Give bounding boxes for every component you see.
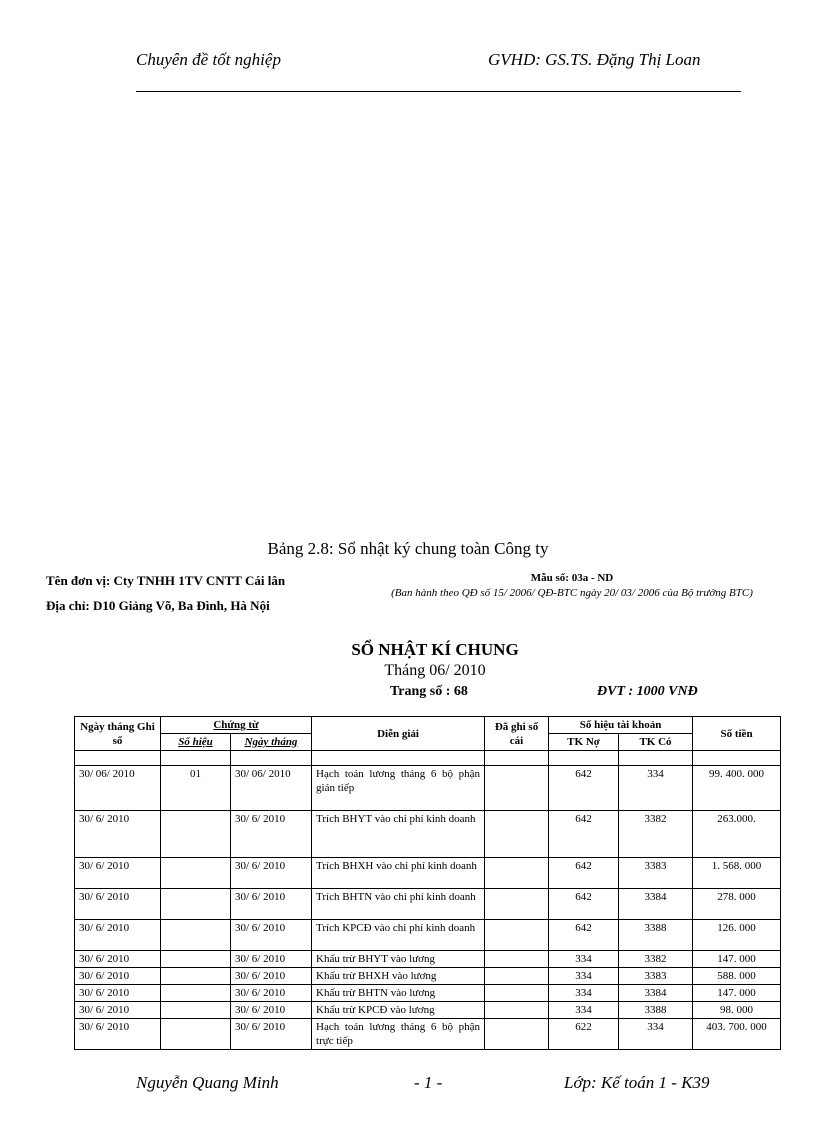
cell-record-date: 30/ 6/ 2010 [75,968,161,985]
cell-posted-ledger [485,985,549,1002]
journal-table [74,716,781,1050]
cell-amount: 147. 000 [693,985,781,1002]
cell-description: Khấu trừ BHXH vào lương [312,968,485,985]
cell-voucher-date: 30/ 6/ 2010 [231,811,312,858]
cell-posted-ledger [485,1002,549,1019]
journal-page-number: Trang số : 68 [390,684,468,699]
cell-record-date: 30/ 6/ 2010 [75,1002,161,1019]
footer-class: Lớp: Kế toán 1 - K39 [564,1073,710,1092]
cell-credit-account: 3388 [619,920,693,951]
cell-amount: 1. 568. 000 [693,858,781,889]
table-spacer-row [75,751,781,766]
cell-description: Khấu trừ BHTN vào lương [312,985,485,1002]
cell-description: Trích KPCĐ vào chi phí kinh doanh [312,920,485,951]
cell-voucher-number [161,985,231,1002]
header-left-text: Chuyên đề tốt nghiệp [136,50,281,69]
form-note: (Ban hành theo QĐ số 15/ 2006/ QĐ-BTC ngày 20/ 03/ 2006 của Bộ trưởng BTC) [391,587,753,599]
table-row [75,766,781,811]
cell-voucher-number [161,1002,231,1019]
cell-debit-account: 622 [549,1019,619,1050]
cell-voucher-number [161,1019,231,1050]
table-row [75,1019,781,1050]
header-voucher-date: Ngày tháng [231,734,312,751]
header-description: Diễn giải [312,717,485,751]
cell-amount: 403. 700. 000 [693,1019,781,1050]
cell-voucher-number [161,920,231,951]
cell-credit-account: 334 [619,1019,693,1050]
cell-debit-account: 642 [549,811,619,858]
header-amount: Số tiền [693,717,781,751]
cell-record-date: 30/ 6/ 2010 [75,858,161,889]
cell-debit-account: 334 [549,985,619,1002]
table-row [75,968,781,985]
header-posted-ledger: Đã ghi sổ cái [485,717,549,751]
cell-description: Khấu trừ BHYT vào lương [312,951,485,968]
cell-debit-account: 642 [549,889,619,920]
footer-page-number: - 1 - [414,1073,443,1092]
table-caption: Bảng 2.8: Sổ nhật ký chung toàn Công ty [267,539,549,558]
cell-record-date: 30/ 06/ 2010 [75,766,161,811]
table-row [75,811,781,858]
cell-voucher-number [161,811,231,858]
cell-posted-ledger [485,766,549,811]
cell-amount: 147. 000 [693,951,781,968]
cell-voucher-date: 30/ 6/ 2010 [231,1019,312,1050]
cell-voucher-number [161,951,231,968]
header-credit-account: TK Có [619,734,693,751]
cell-voucher-date: 30/ 6/ 2010 [231,1002,312,1019]
unit-name: Tên đơn vị: Cty TNHH 1TV CNTT Cái lân [46,573,286,588]
cell-voucher-date: 30/ 6/ 2010 [231,951,312,968]
header-debit-account: TK Nợ [549,734,619,751]
cell-voucher-date: 30/ 06/ 2010 [231,766,312,811]
header-account-number: Số hiệu tài khoản [549,717,693,734]
cell-amount: 126. 000 [693,920,781,951]
cell-credit-account: 3383 [619,968,693,985]
cell-credit-account: 3388 [619,1002,693,1019]
cell-debit-account: 642 [549,920,619,951]
journal-title: SỔ NHẬT KÍ CHUNG [351,640,519,659]
cell-credit-account: 3384 [619,985,693,1002]
cell-posted-ledger [485,920,549,951]
cell-debit-account: 642 [549,858,619,889]
cell-posted-ledger [485,968,549,985]
cell-description: Hạch toán lương tháng 6 bộ phận trực tiếp [312,1019,485,1050]
cell-posted-ledger [485,858,549,889]
header-voucher: Chứng từ [161,717,312,734]
cell-description: Trích BHYT vào chi phí kinh doanh [312,811,485,858]
cell-voucher-date: 30/ 6/ 2010 [231,985,312,1002]
cell-credit-account: 3384 [619,889,693,920]
cell-record-date: 30/ 6/ 2010 [75,811,161,858]
cell-record-date: 30/ 6/ 2010 [75,951,161,968]
header-voucher-number: Số hiệu [161,734,231,751]
cell-voucher-date: 30/ 6/ 2010 [231,920,312,951]
cell-amount: 588. 000 [693,968,781,985]
cell-voucher-number [161,858,231,889]
cell-voucher-number [161,968,231,985]
cell-voucher-date: 30/ 6/ 2010 [231,858,312,889]
cell-posted-ledger [485,1019,549,1050]
cell-credit-account: 334 [619,766,693,811]
cell-record-date: 30/ 6/ 2010 [75,985,161,1002]
cell-credit-account: 3382 [619,951,693,968]
journal-currency-unit: ĐVT : 1000 VNĐ [597,684,698,699]
cell-credit-account: 3383 [619,858,693,889]
cell-posted-ledger [485,811,549,858]
cell-description: Trích BHTN vào chi phí kinh doanh [312,889,485,920]
cell-amount: 263.000. [693,811,781,858]
cell-record-date: 30/ 6/ 2010 [75,920,161,951]
table-row [75,889,781,920]
cell-debit-account: 334 [549,1002,619,1019]
table-row [75,920,781,951]
cell-amount: 99. 400. 000 [693,766,781,811]
cell-debit-account: 642 [549,766,619,811]
cell-description: Hạch toán lương tháng 6 bộ phận gián tiếp [312,766,485,811]
header-right-text: GVHD: GS.TS. Đặng Thị Loan [488,50,701,69]
cell-description: Trích BHXH vào chi phí kinh doanh [312,858,485,889]
cell-record-date: 30/ 6/ 2010 [75,889,161,920]
cell-posted-ledger [485,889,549,920]
header-divider [136,91,741,92]
cell-amount: 278. 000 [693,889,781,920]
table-row [75,1002,781,1019]
cell-posted-ledger [485,951,549,968]
cell-amount: 98. 000 [693,1002,781,1019]
table-row [75,951,781,968]
cell-voucher-number: 01 [161,766,231,811]
footer-author: Nguyễn Quang Minh [136,1073,279,1092]
cell-debit-account: 334 [549,968,619,985]
cell-voucher-number [161,889,231,920]
cell-description: Khấu trừ KPCĐ vào lương [312,1002,485,1019]
journal-month: Tháng 06/ 2010 [384,662,486,679]
cell-voucher-date: 30/ 6/ 2010 [231,968,312,985]
header-record-date: Ngày tháng Ghi sổ [75,717,161,751]
cell-record-date: 30/ 6/ 2010 [75,1019,161,1050]
cell-debit-account: 334 [549,951,619,968]
cell-credit-account: 3382 [619,811,693,858]
form-number: Mẫu số: 03a - ND [530,572,614,584]
table-row [75,858,781,889]
cell-voucher-date: 30/ 6/ 2010 [231,889,312,920]
table-row [75,985,781,1002]
unit-address: Địa chỉ: D10 Giảng Võ, Ba Đình, Hà Nội [46,598,270,613]
